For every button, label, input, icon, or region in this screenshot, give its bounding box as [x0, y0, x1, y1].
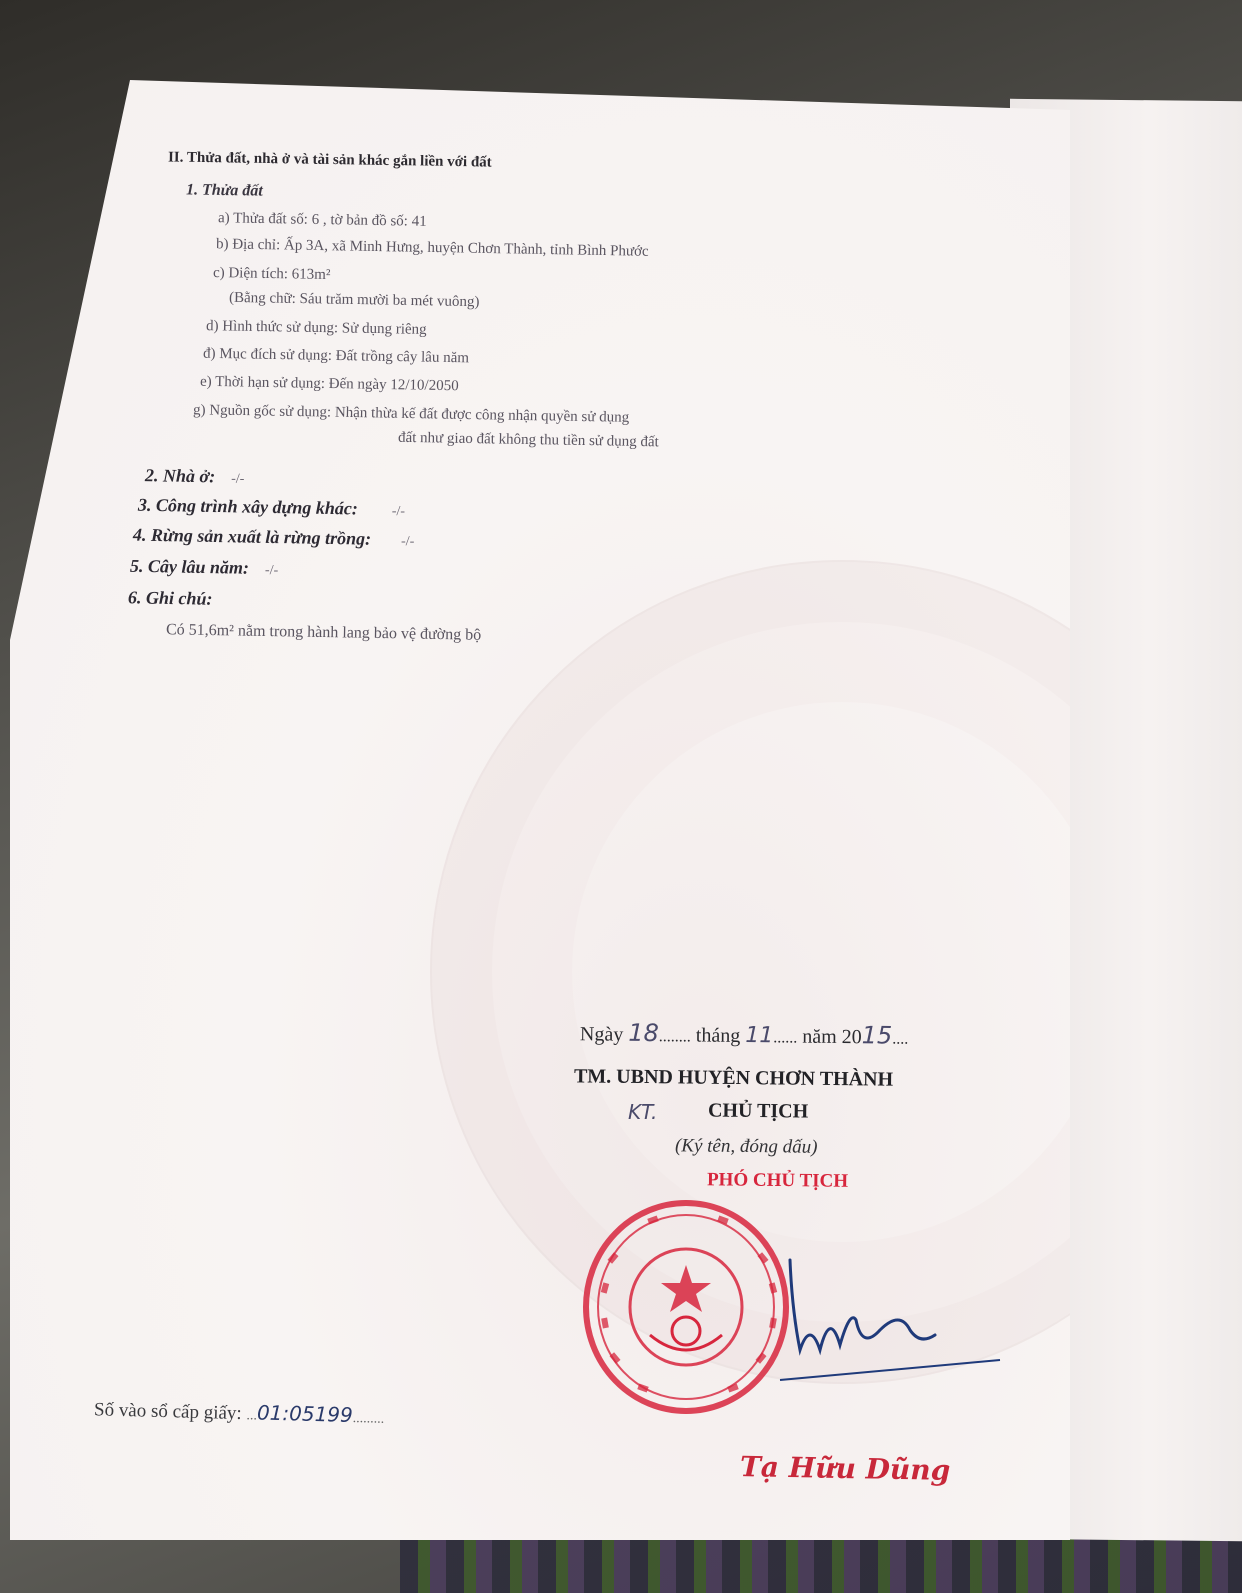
section-house-value: -/-: [231, 471, 245, 487]
usage-origin: g) Nguồn gốc sử dụng: Nhận thừa kế đất được công nhận quyền sử dụng: [192, 402, 630, 426]
section-notes-text: Có 51,6m² nằm trong hành lang bảo vệ đường bộ: [165, 621, 482, 644]
year-prefix: năm 20: [802, 1025, 862, 1049]
section-forest-value: -/-: [400, 534, 415, 550]
registry-label: Số vào sổ cấp giấy:: [93, 1399, 243, 1425]
signer-name: Tạ Hữu Dũng: [739, 1450, 951, 1487]
usage-term: e) Thời hạn sử dụng: Đến ngày 12/10/2050: [199, 373, 459, 395]
year-value: 15: [861, 1021, 893, 1050]
section-house: [145, 465, 245, 488]
parcel-title: 1. Thửa đất: [185, 181, 263, 200]
section-title: II. Thửa đất, nhà ở và tài sản khác gắn liền với đất: [167, 149, 492, 171]
issue-date: Ngày 18........ tháng 11...... năm 2015....: [579, 1018, 909, 1050]
month-prefix: tháng: [695, 1024, 741, 1047]
day-prefix: Ngày: [579, 1023, 624, 1046]
section-house-label: 2. Nhà ở:: [144, 465, 216, 487]
signature-scribble: [770, 1250, 1010, 1390]
official-seal: [578, 1195, 798, 1425]
usage-form: d) Hình thức sử dụng: Sử dụng riêng: [205, 318, 427, 338]
usage-purpose: đ) Mục đích sử dụng: Đất trồng cây lâu năm: [202, 345, 470, 367]
parcel-area-words: (Bằng chữ: Sáu trăm mười ba mét vuông): [228, 289, 480, 311]
day-value: 18: [628, 1018, 660, 1048]
sign-instruction: (Ký tên, đóng dấu): [674, 1135, 818, 1158]
vice-chairman-title: PHÓ CHỦ TỊCH: [706, 1169, 849, 1192]
registry-number: 01:05199: [256, 1400, 354, 1427]
registry-line: Số vào sổ cấp giấy: ...01:05199.........: [93, 1399, 385, 1427]
chairman-title: CHỦ TỊCH: [707, 1099, 809, 1123]
issuing-authority: TM. UBND HUYỆN CHƠN THÀNH: [573, 1065, 894, 1091]
month-value: 11: [745, 1023, 774, 1049]
handwritten-kt-mark: KT.: [628, 1100, 658, 1124]
parcel-number: a) Thửa đất số: 6 , tờ bản đồ số: 41: [217, 210, 427, 230]
section-perennial-value: -/-: [264, 563, 279, 579]
parcel-area: c) Diện tích: 613m²: [212, 264, 331, 284]
section-perennial: [130, 556, 279, 580]
section-forest-label: 4. Rừng sản xuất là rừng trồng:: [132, 524, 372, 549]
section-other-works-label: 3. Công trình xây dựng khác:: [137, 494, 358, 519]
section-other-works-value: -/-: [391, 504, 406, 520]
section-notes-label: 6. Ghi chú:: [127, 587, 213, 609]
usage-origin-cont: đất như giao đất không thu tiền sử dụng đất: [397, 429, 659, 451]
section-perennial-label: 5. Cây lâu năm:: [129, 555, 250, 578]
parcel-address: b) Địa chỉ: Ấp 3A, xã Minh Hưng, huyện Chơn Thành, tỉnh Bình Phước: [215, 236, 649, 260]
